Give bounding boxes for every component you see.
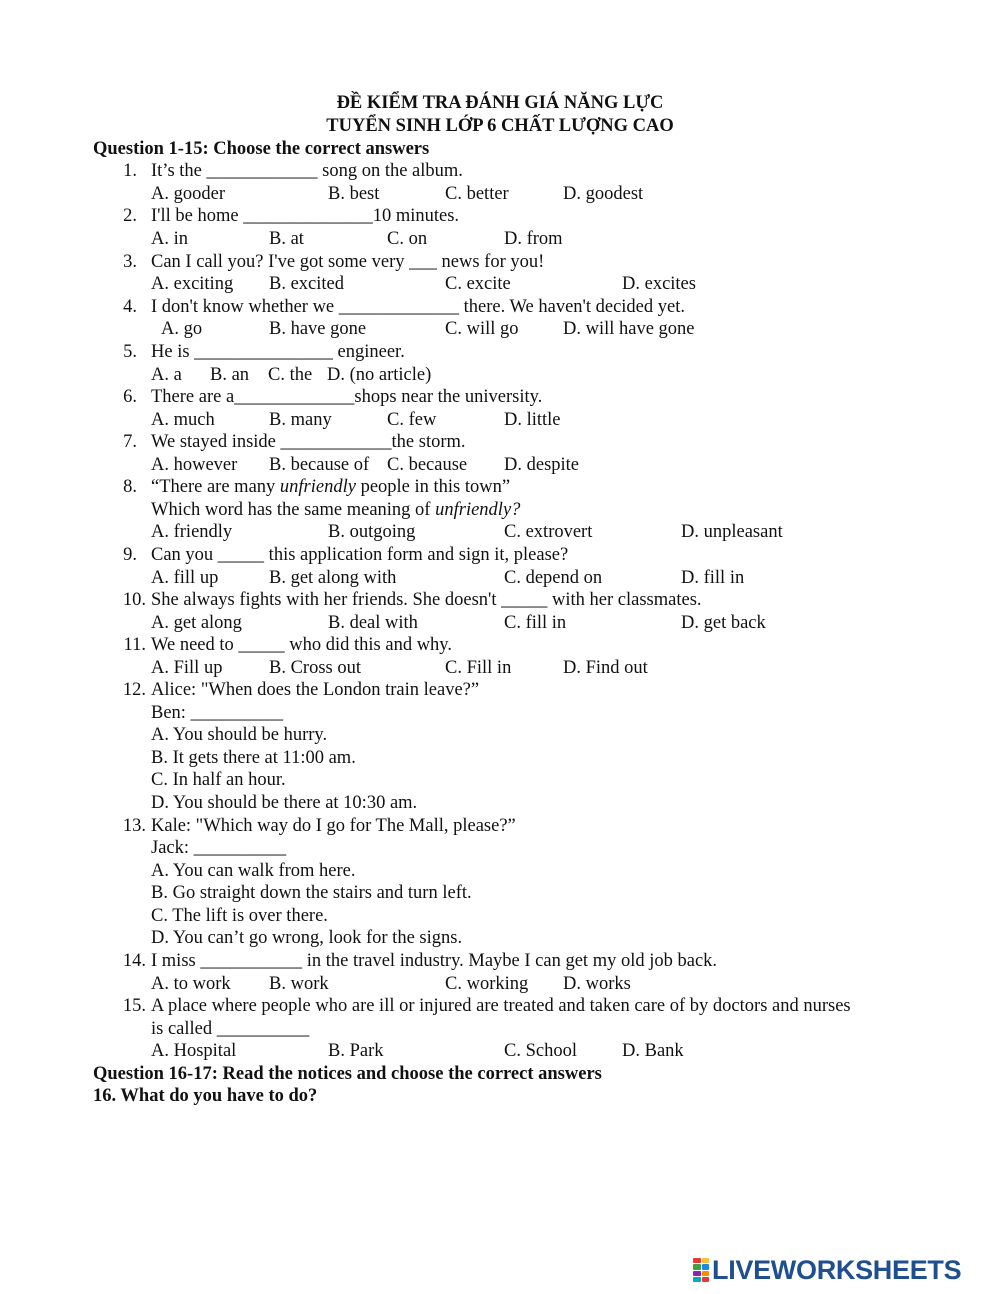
option-b[interactable]: B. It gets there at 11:00 am.	[151, 748, 356, 768]
option-b[interactable]: B. many	[269, 410, 332, 430]
question-text: I don't know whether we _____________ there. We haven't decided yet.	[151, 297, 685, 317]
option-d[interactable]: D. little	[504, 410, 561, 430]
logo-square	[702, 1271, 710, 1276]
question-16-heading: 16. What do you have to do?	[93, 1086, 318, 1106]
title-line-1: ĐỀ KIỂM TRA ĐÁNH GIÁ NĂNG LỰC	[336, 93, 664, 113]
question-text: A place where people who are ill or injured are treated and taken care of by doctors and nurses	[151, 996, 851, 1016]
option-c[interactable]: C. will go	[445, 319, 519, 339]
logo-square	[702, 1258, 710, 1263]
option-c[interactable]: C. on	[387, 229, 428, 249]
question-text: I miss ___________ in the travel industry. Maybe I can get my old job back.	[151, 951, 718, 971]
option-a[interactable]: A. however	[151, 455, 238, 475]
option-a[interactable]: A. fill up	[151, 568, 219, 588]
option-c[interactable]: C. The lift is over there.	[151, 906, 328, 926]
liveworksheets-logo	[693, 1257, 961, 1283]
logo-square	[702, 1264, 710, 1269]
option-c[interactable]: C. School	[504, 1041, 577, 1061]
option-b[interactable]: B. Cross out	[269, 658, 362, 678]
option-c[interactable]: C. In half an hour.	[151, 770, 286, 790]
option-a[interactable]: A. You can walk from here.	[151, 861, 356, 881]
option-c[interactable]: C. excite	[445, 274, 511, 294]
question-number: 14.	[122, 951, 146, 971]
question-number: 8.	[123, 477, 137, 497]
option-b[interactable]: B. outgoing	[328, 522, 416, 542]
option-a[interactable]: A. to work	[151, 974, 231, 994]
option-b[interactable]: B. excited	[269, 274, 345, 294]
question-number: 6.	[123, 387, 137, 407]
question-number: 12.	[122, 680, 146, 700]
option-a[interactable]: A. Fill up	[151, 658, 223, 678]
option-b[interactable]: B. Park	[328, 1041, 384, 1061]
option-c[interactable]: C. Fill in	[445, 658, 512, 678]
question-text: Alice: "When does the London train leave?”	[151, 680, 480, 700]
option-b[interactable]: B. at	[269, 229, 304, 249]
option-a[interactable]: A. You should be hurry.	[151, 725, 328, 745]
question-text: Can you _____ this application form and sign it, please?	[151, 545, 569, 565]
logo-square	[693, 1277, 701, 1282]
option-d[interactable]: D. despite	[504, 455, 580, 475]
option-d[interactable]: D. You can’t go wrong, look for the signs.	[151, 928, 463, 948]
title-line-2: TUYỂN SINH LỚP 6 CHẤT LƯỢNG CAO	[326, 116, 674, 136]
question-text: She always fights with her friends. She doesn't _____ with her classmates.	[151, 590, 702, 610]
question-text: “There are many unfriendly people in this town”	[151, 477, 511, 497]
question-number: 10.	[122, 590, 146, 610]
question-text: He is _______________ engineer.	[151, 342, 405, 362]
question-number: 1.	[123, 161, 137, 181]
question-number: 2.	[123, 206, 137, 226]
reply-blank: Ben: __________	[151, 703, 284, 723]
option-d[interactable]: D. (no article)	[327, 365, 432, 385]
question-number: 15.	[122, 996, 146, 1016]
option-b[interactable]: B. get along with	[269, 568, 397, 588]
question-number: 11.	[123, 635, 146, 655]
option-d[interactable]: D. will have gone	[563, 319, 695, 339]
question-text: We need to _____ who did this and why.	[151, 635, 452, 655]
option-a[interactable]: A. exciting	[151, 274, 234, 294]
option-d[interactable]: D. from	[504, 229, 563, 249]
question-number: 9.	[123, 545, 137, 565]
option-a[interactable]: A. friendly	[151, 522, 233, 542]
option-d[interactable]: D. Find out	[563, 658, 648, 678]
question-text-continued: is called __________	[151, 1019, 310, 1039]
option-b[interactable]: B. deal with	[328, 613, 418, 633]
logo-square	[693, 1264, 701, 1269]
option-d[interactable]: D. fill in	[681, 568, 745, 588]
option-d[interactable]: D. unpleasant	[681, 522, 783, 542]
question-number: 7.	[123, 432, 137, 452]
question-text: I'll be home ______________10 minutes.	[151, 206, 460, 226]
option-d[interactable]: D. works	[563, 974, 631, 994]
option-b[interactable]: B. best	[328, 184, 380, 204]
logo-mark-icon	[693, 1258, 709, 1282]
section-heading-2: Question 16-17: Read the notices and choose the correct answers	[93, 1064, 602, 1084]
question-number: 13.	[122, 816, 146, 836]
option-c[interactable]: C. depend on	[504, 568, 603, 588]
question-text: Can I call you? I've got some very ___ news for you!	[151, 252, 545, 272]
option-a[interactable]: A. much	[151, 410, 215, 430]
section-heading-1: Question 1-15: Choose the correct answers	[93, 139, 430, 159]
question-text: Kale: "Which way do I go for The Mall, please?”	[151, 816, 516, 836]
option-d[interactable]: D. You should be there at 10:30 am.	[151, 793, 418, 813]
option-d[interactable]: D. excites	[622, 274, 696, 294]
option-a[interactable]: A. gooder	[151, 184, 225, 204]
question-text: There are a_____________shops near the university.	[151, 387, 543, 407]
logo-text: LIVEWORKSHEETS	[712, 1255, 962, 1285]
option-c[interactable]: C. fill in	[504, 613, 567, 633]
option-b[interactable]: B. have gone	[269, 319, 367, 339]
option-b[interactable]: B. work	[269, 974, 329, 994]
question-text: It’s the ____________ song on the album.	[151, 161, 463, 181]
question-number: 5.	[123, 342, 137, 362]
option-a[interactable]: A. a	[151, 365, 182, 385]
option-a[interactable]: A. in	[151, 229, 188, 249]
option-c[interactable]: C. few	[387, 410, 437, 430]
option-c[interactable]: C. the	[268, 365, 313, 385]
option-b[interactable]: B. because of	[269, 455, 370, 475]
question-number: 3.	[123, 252, 137, 272]
option-c[interactable]: C. extrovert	[504, 522, 593, 542]
option-a[interactable]: A. get along	[151, 613, 242, 633]
option-a[interactable]: A. go	[161, 319, 203, 339]
logo-square	[693, 1258, 701, 1263]
logo-square	[702, 1277, 710, 1282]
logo-square	[693, 1271, 701, 1276]
option-b[interactable]: B. Go straight down the stairs and turn left.	[151, 883, 472, 903]
question-number: 4.	[123, 297, 137, 317]
option-c[interactable]: C. working	[445, 974, 529, 994]
option-d[interactable]: D. get back	[681, 613, 766, 633]
option-d[interactable]: D. goodest	[563, 184, 644, 204]
reply-blank: Jack: __________	[151, 838, 287, 858]
option-b[interactable]: B. an	[210, 365, 250, 385]
option-c[interactable]: C. because	[387, 455, 468, 475]
option-d[interactable]: D. Bank	[622, 1041, 684, 1061]
option-a[interactable]: A. Hospital	[151, 1041, 237, 1061]
question-subtext: Which word has the same meaning of unfriendly?	[151, 500, 521, 520]
option-c[interactable]: C. better	[445, 184, 509, 204]
question-text: We stayed inside ____________the storm.	[151, 432, 466, 452]
